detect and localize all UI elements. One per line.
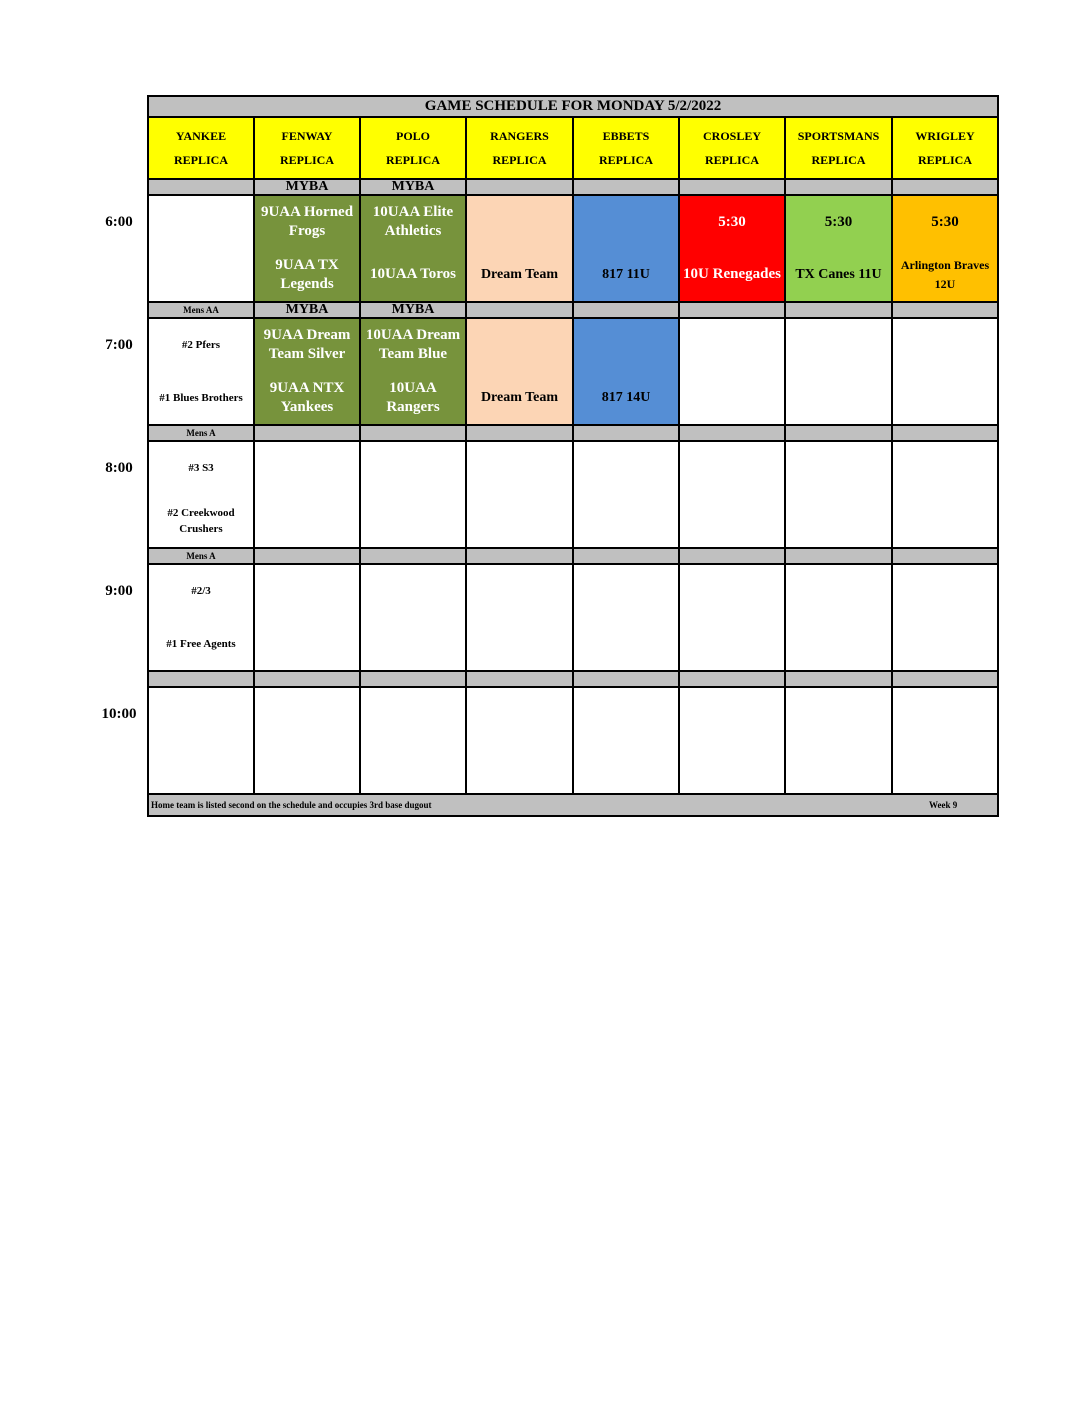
away-team: #2/3 <box>191 585 211 598</box>
division-band <box>786 303 893 319</box>
away-team <box>574 319 678 372</box>
game-slot[interactable] <box>786 565 893 672</box>
home-team <box>467 741 572 794</box>
time-label: 8:00 <box>105 460 133 476</box>
away-team <box>574 565 678 618</box>
away-team <box>680 688 784 741</box>
home-team: Arlington Braves 12U <box>900 257 990 291</box>
division-band <box>680 549 786 565</box>
game-slot[interactable] <box>786 442 893 549</box>
division-band <box>786 549 893 565</box>
home-team: 10U Renegades <box>683 266 781 283</box>
game-slot[interactable] <box>467 688 574 795</box>
away-team <box>574 196 678 249</box>
away-team <box>467 688 572 741</box>
game-schedule-table <box>147 95 999 817</box>
away-team <box>255 688 359 741</box>
field-name: RANGERS <box>490 128 549 143</box>
game-slot[interactable] <box>467 196 574 303</box>
away-team: 10UAA Dream Team Blue <box>365 327 461 363</box>
division-band <box>680 180 786 196</box>
division-band <box>680 672 786 688</box>
game-slot[interactable] <box>786 319 893 426</box>
field-header-rangers <box>467 118 574 180</box>
away-team <box>786 442 891 495</box>
home-team: TX Canes 11U <box>795 267 882 283</box>
game-slot[interactable] <box>467 565 574 672</box>
away-team <box>680 442 784 495</box>
division-band <box>786 180 893 196</box>
division-band <box>467 549 574 565</box>
game-slot[interactable] <box>149 442 255 549</box>
division-band <box>574 303 680 319</box>
home-team: 10UAA Toros <box>369 266 456 283</box>
away-team: 10UAA Elite Athletics <box>372 204 454 240</box>
division-band <box>893 180 997 196</box>
away-team <box>467 565 572 618</box>
division-band: MYBA <box>255 303 361 319</box>
field-name: YANKEE <box>175 128 227 143</box>
away-team <box>361 688 465 741</box>
footer-week: Week 9 <box>929 800 958 810</box>
home-team <box>574 495 678 548</box>
home-team <box>255 618 359 671</box>
away-team <box>893 688 997 741</box>
division-band <box>574 549 680 565</box>
game-slot[interactable] <box>361 565 467 672</box>
division-band <box>361 549 467 565</box>
division-band <box>574 180 680 196</box>
home-team <box>467 618 572 671</box>
division-band <box>467 672 574 688</box>
game-slot[interactable] <box>680 319 786 426</box>
field-subtitle: REPLICA <box>704 152 759 167</box>
division-band <box>893 672 997 688</box>
home-team <box>786 372 891 425</box>
game-slot[interactable] <box>680 196 786 303</box>
home-team <box>786 741 891 794</box>
game-slot[interactable] <box>574 688 680 795</box>
away-team: 9UAA Dream Team Silver <box>263 327 351 363</box>
game-slot[interactable] <box>149 565 255 672</box>
footer-note: Home team is listed second on the schedule and occupies 3rd base dugout <box>151 800 432 810</box>
division-band <box>467 303 574 319</box>
away-team: 5:30 <box>824 213 853 230</box>
field-name: SPORTSMANS <box>797 128 880 143</box>
game-slot[interactable] <box>574 196 680 303</box>
division-band <box>680 303 786 319</box>
field-header-polo <box>361 118 467 180</box>
division-band <box>893 426 997 442</box>
home-team: 10UAA Rangers <box>386 379 440 415</box>
field-header-sportsmans <box>786 118 893 180</box>
away-team: 9UAA Horned Frogs <box>260 204 354 240</box>
home-team <box>574 618 678 671</box>
game-slot[interactable] <box>361 319 467 426</box>
field-subtitle: REPLICA <box>173 152 228 167</box>
home-team <box>361 741 465 794</box>
away-team <box>893 565 997 618</box>
game-slot[interactable] <box>574 319 680 426</box>
game-slot[interactable] <box>149 688 255 795</box>
home-team: Dream Team <box>480 390 559 406</box>
time-label: 10:00 <box>101 706 137 722</box>
home-team: 9UAA NTX Yankees <box>269 379 345 415</box>
home-team <box>149 741 253 794</box>
division-band <box>467 426 574 442</box>
game-slot[interactable] <box>786 688 893 795</box>
away-team <box>255 442 359 495</box>
game-slot[interactable] <box>361 688 467 795</box>
home-team <box>893 618 997 671</box>
home-team <box>786 495 891 548</box>
game-slot[interactable] <box>361 442 467 549</box>
away-team <box>680 565 784 618</box>
home-team <box>361 495 465 548</box>
division-band <box>893 303 997 319</box>
division-band <box>149 672 255 688</box>
away-team <box>893 442 997 495</box>
field-header-yankee <box>149 118 255 180</box>
home-team <box>680 495 784 548</box>
home-team <box>361 618 465 671</box>
field-name: FENWAY <box>281 128 333 143</box>
field-header-fenway <box>255 118 361 180</box>
game-slot[interactable] <box>467 319 574 426</box>
division-band <box>467 180 574 196</box>
division-band: MYBA <box>255 180 361 196</box>
away-team: #2 Pfers <box>181 339 221 352</box>
game-slot[interactable] <box>255 319 361 426</box>
division-band <box>255 426 361 442</box>
field-name: POLO <box>395 128 430 143</box>
field-name: WRIGLEY <box>915 128 975 143</box>
schedule-title: GAME SCHEDULE FOR MONDAY 5/2/2022 <box>149 97 997 118</box>
away-team <box>786 688 891 741</box>
away-team <box>574 688 678 741</box>
division-band <box>574 672 680 688</box>
game-slot[interactable] <box>255 688 361 795</box>
home-team <box>893 741 997 794</box>
field-name: CROSLEY <box>702 128 761 143</box>
division-band: MYBA <box>361 303 467 319</box>
away-team: 5:30 <box>931 213 959 230</box>
field-subtitle: REPLICA <box>917 152 972 167</box>
game-slot[interactable] <box>680 688 786 795</box>
home-team <box>574 741 678 794</box>
home-team <box>786 618 891 671</box>
division-band: MYBA <box>361 180 467 196</box>
game-slot[interactable] <box>574 442 680 549</box>
game-slot[interactable] <box>255 196 361 303</box>
game-slot[interactable] <box>893 442 997 549</box>
away-team <box>149 688 253 741</box>
home-team <box>149 249 253 302</box>
division-band <box>149 180 255 196</box>
division-band <box>255 672 361 688</box>
game-slot[interactable] <box>893 688 997 795</box>
home-team: Dream Team <box>480 267 559 283</box>
away-team <box>467 319 572 372</box>
field-subtitle: REPLICA <box>811 152 866 167</box>
game-slot[interactable] <box>574 565 680 672</box>
away-team <box>680 319 784 372</box>
game-slot[interactable] <box>786 196 893 303</box>
away-team <box>893 319 997 372</box>
division-band <box>786 426 893 442</box>
field-header-ebbets <box>574 118 680 180</box>
home-team <box>255 495 359 548</box>
home-team <box>467 495 572 548</box>
away-team <box>361 442 465 495</box>
field-subtitle: REPLICA <box>385 152 440 167</box>
game-slot[interactable] <box>255 442 361 549</box>
division-band <box>786 672 893 688</box>
home-team: 817 11U <box>602 267 650 283</box>
field-header-crosley <box>680 118 786 180</box>
away-team <box>467 196 572 249</box>
field-header-wrigley <box>893 118 997 180</box>
field-subtitle: REPLICA <box>492 152 547 167</box>
game-slot[interactable] <box>149 196 255 303</box>
game-slot[interactable] <box>680 442 786 549</box>
away-team <box>255 565 359 618</box>
time-label: 7:00 <box>105 337 133 353</box>
away-team <box>786 319 891 372</box>
home-team <box>680 372 784 425</box>
away-team: #3 S3 <box>188 462 214 475</box>
schedule-footer <box>149 795 997 815</box>
game-slot[interactable] <box>893 565 997 672</box>
field-subtitle: REPLICA <box>598 152 653 167</box>
game-slot[interactable] <box>255 565 361 672</box>
division-band <box>680 426 786 442</box>
away-team <box>786 565 891 618</box>
division-band <box>893 549 997 565</box>
away-team <box>361 565 465 618</box>
home-team: 817 14U <box>601 390 651 406</box>
home-team: 9UAA TX Legends <box>275 256 339 292</box>
home-team <box>893 495 997 548</box>
division-band: Mens A <box>149 426 255 442</box>
division-band <box>361 672 467 688</box>
game-slot[interactable] <box>467 442 574 549</box>
division-band <box>574 426 680 442</box>
away-team: 5:30 <box>718 213 746 230</box>
game-slot[interactable] <box>893 196 997 303</box>
game-slot[interactable] <box>149 319 255 426</box>
game-slot[interactable] <box>680 565 786 672</box>
home-team <box>680 618 784 671</box>
division-band: Mens AA <box>149 303 255 319</box>
home-team <box>680 741 784 794</box>
away-team <box>467 442 572 495</box>
home-team <box>255 741 359 794</box>
home-team: #1 Free Agents <box>166 637 236 650</box>
field-subtitle: REPLICA <box>279 152 334 167</box>
division-band <box>255 549 361 565</box>
time-label: 6:00 <box>105 214 133 230</box>
away-team <box>149 196 253 249</box>
home-team: #2 Creekwood Crushers <box>167 506 235 535</box>
game-slot[interactable] <box>893 319 997 426</box>
time-label: 9:00 <box>105 583 133 599</box>
away-team <box>574 442 678 495</box>
home-team: #1 Blues Brothers <box>159 391 243 404</box>
home-team <box>893 372 997 425</box>
division-band <box>361 426 467 442</box>
division-band: Mens A <box>149 549 255 565</box>
field-name: EBBETS <box>602 128 650 143</box>
game-slot[interactable] <box>361 196 467 303</box>
